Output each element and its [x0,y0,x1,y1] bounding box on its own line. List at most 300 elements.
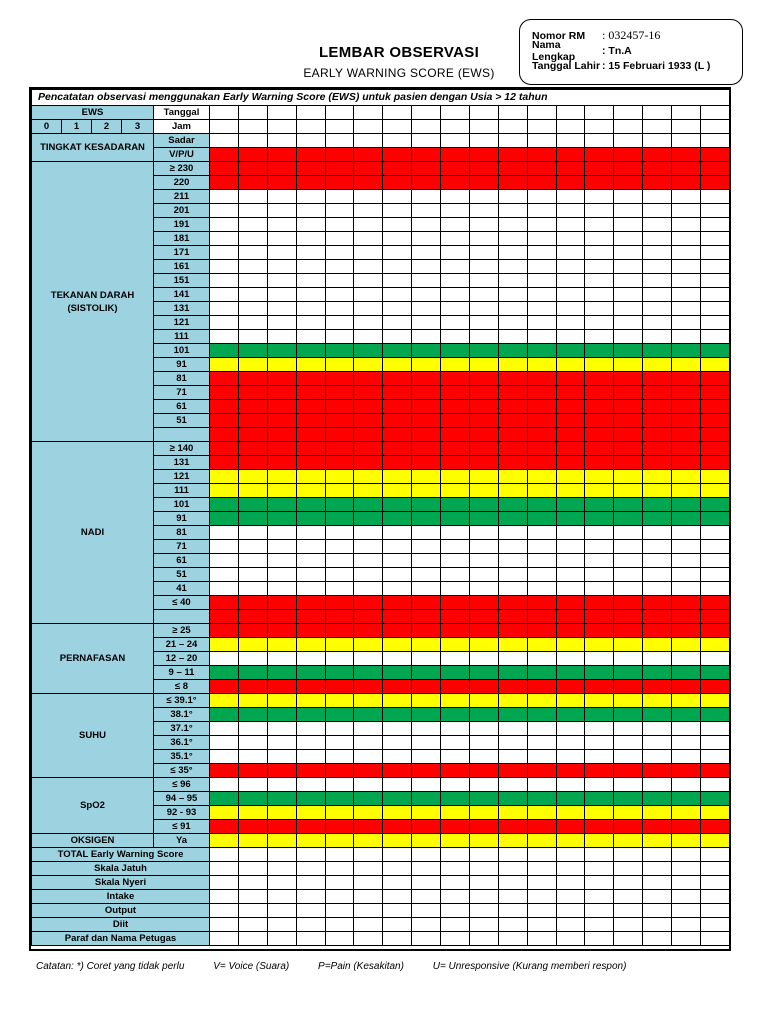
observation-cell[interactable] [585,302,614,316]
observation-cell[interactable] [585,400,614,414]
observation-cell[interactable] [527,218,556,232]
observation-cell[interactable] [441,428,470,442]
observation-cell[interactable] [354,498,383,512]
observation-cell[interactable] [643,316,672,330]
observation-cell[interactable] [614,890,643,904]
observation-cell[interactable] [469,512,498,526]
observation-cell[interactable] [296,358,325,372]
observation-cell[interactable] [585,260,614,274]
observation-cell[interactable] [267,792,296,806]
observation-cell[interactable] [325,442,354,456]
observation-cell[interactable] [412,778,441,792]
jam-cell[interactable] [469,120,498,134]
observation-cell[interactable] [556,820,585,834]
observation-cell[interactable] [238,932,267,946]
observation-cell[interactable] [469,344,498,358]
tanggal-cell[interactable] [700,106,729,120]
observation-cell[interactable] [700,302,729,316]
observation-cell[interactable] [556,386,585,400]
observation-cell[interactable] [354,260,383,274]
observation-cell[interactable] [354,596,383,610]
observation-cell[interactable] [469,316,498,330]
observation-cell[interactable] [614,134,643,148]
observation-cell[interactable] [614,652,643,666]
observation-cell[interactable] [672,456,701,470]
observation-cell[interactable] [383,834,412,848]
observation-cell[interactable] [354,582,383,596]
observation-cell[interactable] [527,246,556,260]
observation-cell[interactable] [672,232,701,246]
observation-cell[interactable] [585,568,614,582]
observation-cell[interactable] [296,554,325,568]
observation-cell[interactable] [614,176,643,190]
observation-cell[interactable] [469,288,498,302]
observation-cell[interactable] [325,498,354,512]
tanggal-cell[interactable] [296,106,325,120]
observation-cell[interactable] [700,456,729,470]
observation-cell[interactable] [441,540,470,554]
observation-cell[interactable] [643,232,672,246]
observation-cell[interactable] [700,358,729,372]
observation-cell[interactable] [296,890,325,904]
observation-cell[interactable] [267,330,296,344]
observation-cell[interactable] [469,414,498,428]
observation-cell[interactable] [238,134,267,148]
observation-cell[interactable] [527,176,556,190]
observation-cell[interactable] [527,260,556,274]
observation-cell[interactable] [498,302,527,316]
observation-cell[interactable] [267,470,296,484]
observation-cell[interactable] [441,456,470,470]
observation-cell[interactable] [585,624,614,638]
observation-cell[interactable] [238,568,267,582]
observation-cell[interactable] [441,918,470,932]
observation-cell[interactable] [700,148,729,162]
observation-cell[interactable] [527,232,556,246]
observation-cell[interactable] [498,400,527,414]
observation-cell[interactable] [585,232,614,246]
observation-cell[interactable] [267,736,296,750]
observation-cell[interactable] [441,610,470,624]
observation-cell[interactable] [643,162,672,176]
observation-cell[interactable] [700,400,729,414]
jam-cell[interactable] [672,120,701,134]
observation-cell[interactable] [585,862,614,876]
observation-cell[interactable] [267,834,296,848]
observation-cell[interactable] [672,330,701,344]
observation-cell[interactable] [672,736,701,750]
observation-cell[interactable] [700,764,729,778]
observation-cell[interactable] [210,820,239,834]
observation-cell[interactable] [527,372,556,386]
observation-cell[interactable] [672,302,701,316]
observation-cell[interactable] [469,190,498,204]
observation-cell[interactable] [412,428,441,442]
observation-cell[interactable] [354,456,383,470]
observation-cell[interactable] [672,260,701,274]
observation-cell[interactable] [238,624,267,638]
observation-cell[interactable] [383,330,412,344]
observation-cell[interactable] [325,610,354,624]
observation-cell[interactable] [643,246,672,260]
observation-cell[interactable] [672,246,701,260]
observation-cell[interactable] [238,330,267,344]
observation-cell[interactable] [700,218,729,232]
observation-cell[interactable] [672,904,701,918]
tanggal-cell[interactable] [412,106,441,120]
observation-cell[interactable] [210,596,239,610]
observation-cell[interactable] [527,414,556,428]
observation-cell[interactable] [296,638,325,652]
observation-cell[interactable] [412,806,441,820]
tanggal-cell[interactable] [614,106,643,120]
observation-cell[interactable] [498,820,527,834]
observation-cell[interactable] [527,148,556,162]
observation-cell[interactable] [238,918,267,932]
observation-cell[interactable] [527,274,556,288]
observation-cell[interactable] [672,372,701,386]
observation-cell[interactable] [238,778,267,792]
observation-cell[interactable] [614,302,643,316]
observation-cell[interactable] [498,778,527,792]
observation-cell[interactable] [556,148,585,162]
observation-cell[interactable] [469,890,498,904]
observation-cell[interactable] [296,708,325,722]
observation-cell[interactable] [210,260,239,274]
observation-cell[interactable] [700,848,729,862]
jam-cell[interactable] [325,120,354,134]
observation-cell[interactable] [643,302,672,316]
observation-cell[interactable] [556,806,585,820]
observation-cell[interactable] [412,134,441,148]
observation-cell[interactable] [498,330,527,344]
observation-cell[interactable] [296,526,325,540]
observation-cell[interactable] [527,862,556,876]
observation-cell[interactable] [585,204,614,218]
observation-cell[interactable] [469,218,498,232]
observation-cell[interactable] [643,694,672,708]
observation-cell[interactable] [354,400,383,414]
observation-cell[interactable] [614,582,643,596]
observation-cell[interactable] [556,134,585,148]
observation-cell[interactable] [527,442,556,456]
observation-cell[interactable] [527,722,556,736]
observation-cell[interactable] [643,638,672,652]
observation-cell[interactable] [325,176,354,190]
observation-cell[interactable] [354,708,383,722]
observation-cell[interactable] [238,792,267,806]
observation-cell[interactable] [700,806,729,820]
observation-cell[interactable] [267,288,296,302]
observation-cell[interactable] [210,722,239,736]
observation-cell[interactable] [585,778,614,792]
observation-cell[interactable] [700,652,729,666]
observation-cell[interactable] [383,750,412,764]
observation-cell[interactable] [325,722,354,736]
observation-cell[interactable] [614,624,643,638]
observation-cell[interactable] [238,344,267,358]
observation-cell[interactable] [441,932,470,946]
observation-cell[interactable] [469,456,498,470]
jam-cell[interactable] [210,120,239,134]
observation-cell[interactable] [296,414,325,428]
observation-cell[interactable] [412,680,441,694]
observation-cell[interactable] [527,316,556,330]
observation-cell[interactable] [527,470,556,484]
observation-cell[interactable] [267,666,296,680]
observation-cell[interactable] [672,526,701,540]
observation-cell[interactable] [643,736,672,750]
observation-cell[interactable] [585,274,614,288]
observation-cell[interactable] [614,260,643,274]
observation-cell[interactable] [469,526,498,540]
observation-cell[interactable] [614,750,643,764]
observation-cell[interactable] [325,834,354,848]
observation-cell[interactable] [412,694,441,708]
observation-cell[interactable] [383,456,412,470]
observation-cell[interactable] [383,190,412,204]
observation-cell[interactable] [469,274,498,288]
observation-cell[interactable] [700,904,729,918]
jam-cell[interactable] [354,120,383,134]
observation-cell[interactable] [585,932,614,946]
tanggal-cell[interactable] [441,106,470,120]
observation-cell[interactable] [354,386,383,400]
observation-cell[interactable] [643,190,672,204]
observation-cell[interactable] [296,862,325,876]
observation-cell[interactable] [210,708,239,722]
observation-cell[interactable] [469,400,498,414]
observation-cell[interactable] [643,652,672,666]
observation-cell[interactable] [267,596,296,610]
observation-cell[interactable] [412,512,441,526]
observation-cell[interactable] [585,722,614,736]
observation-cell[interactable] [296,834,325,848]
observation-cell[interactable] [383,778,412,792]
observation-cell[interactable] [556,582,585,596]
observation-cell[interactable] [498,932,527,946]
observation-cell[interactable] [210,162,239,176]
observation-cell[interactable] [383,218,412,232]
observation-cell[interactable] [267,610,296,624]
observation-cell[interactable] [585,890,614,904]
observation-cell[interactable] [354,218,383,232]
observation-cell[interactable] [238,610,267,624]
observation-cell[interactable] [325,302,354,316]
observation-cell[interactable] [441,792,470,806]
observation-cell[interactable] [585,876,614,890]
observation-cell[interactable] [441,470,470,484]
observation-cell[interactable] [267,638,296,652]
observation-cell[interactable] [267,456,296,470]
observation-cell[interactable] [614,792,643,806]
observation-cell[interactable] [556,246,585,260]
observation-cell[interactable] [441,148,470,162]
observation-cell[interactable] [325,806,354,820]
observation-cell[interactable] [354,190,383,204]
observation-cell[interactable] [527,932,556,946]
observation-cell[interactable] [672,498,701,512]
observation-cell[interactable] [412,386,441,400]
observation-cell[interactable] [614,666,643,680]
observation-cell[interactable] [267,176,296,190]
observation-cell[interactable] [469,876,498,890]
observation-cell[interactable] [672,680,701,694]
jam-cell[interactable] [700,120,729,134]
observation-cell[interactable] [585,358,614,372]
observation-cell[interactable] [556,372,585,386]
observation-cell[interactable] [412,358,441,372]
observation-cell[interactable] [614,246,643,260]
observation-cell[interactable] [556,876,585,890]
observation-cell[interactable] [469,848,498,862]
observation-cell[interactable] [441,736,470,750]
observation-cell[interactable] [325,876,354,890]
observation-cell[interactable] [672,414,701,428]
observation-cell[interactable] [412,932,441,946]
observation-cell[interactable] [296,498,325,512]
observation-cell[interactable] [469,862,498,876]
observation-cell[interactable] [614,764,643,778]
observation-cell[interactable] [325,526,354,540]
observation-cell[interactable] [296,764,325,778]
observation-cell[interactable] [325,666,354,680]
observation-cell[interactable] [383,554,412,568]
observation-cell[interactable] [210,540,239,554]
observation-cell[interactable] [469,498,498,512]
observation-cell[interactable] [441,722,470,736]
observation-cell[interactable] [672,652,701,666]
observation-cell[interactable] [325,582,354,596]
observation-cell[interactable] [672,834,701,848]
observation-cell[interactable] [672,820,701,834]
observation-cell[interactable] [672,274,701,288]
observation-cell[interactable] [643,708,672,722]
observation-cell[interactable] [267,526,296,540]
observation-cell[interactable] [441,554,470,568]
observation-cell[interactable] [412,750,441,764]
observation-cell[interactable] [556,736,585,750]
observation-cell[interactable] [354,680,383,694]
observation-cell[interactable] [296,736,325,750]
observation-cell[interactable] [267,204,296,218]
observation-cell[interactable] [556,456,585,470]
observation-cell[interactable] [643,512,672,526]
observation-cell[interactable] [441,176,470,190]
observation-cell[interactable] [585,526,614,540]
observation-cell[interactable] [267,344,296,358]
observation-cell[interactable] [325,848,354,862]
tanggal-cell[interactable] [498,106,527,120]
observation-cell[interactable] [238,260,267,274]
observation-cell[interactable] [469,372,498,386]
observation-cell[interactable] [238,638,267,652]
observation-cell[interactable] [383,162,412,176]
observation-cell[interactable] [325,736,354,750]
observation-cell[interactable] [672,694,701,708]
observation-cell[interactable] [585,596,614,610]
observation-cell[interactable] [614,694,643,708]
observation-cell[interactable] [210,848,239,862]
observation-cell[interactable] [325,638,354,652]
observation-cell[interactable] [210,750,239,764]
observation-cell[interactable] [210,610,239,624]
observation-cell[interactable] [325,204,354,218]
observation-cell[interactable] [556,624,585,638]
observation-cell[interactable] [354,358,383,372]
observation-cell[interactable] [672,764,701,778]
observation-cell[interactable] [412,260,441,274]
observation-cell[interactable] [325,358,354,372]
observation-cell[interactable] [643,218,672,232]
observation-cell[interactable] [210,806,239,820]
observation-cell[interactable] [498,596,527,610]
observation-cell[interactable] [383,442,412,456]
observation-cell[interactable] [469,820,498,834]
observation-cell[interactable] [296,330,325,344]
observation-cell[interactable] [325,694,354,708]
observation-cell[interactable] [325,428,354,442]
observation-cell[interactable] [527,386,556,400]
observation-cell[interactable] [614,330,643,344]
observation-cell[interactable] [296,344,325,358]
observation-cell[interactable] [296,260,325,274]
observation-cell[interactable] [412,862,441,876]
observation-cell[interactable] [556,204,585,218]
observation-cell[interactable] [296,204,325,218]
observation-cell[interactable] [238,736,267,750]
observation-cell[interactable] [614,400,643,414]
observation-cell[interactable] [238,232,267,246]
observation-cell[interactable] [267,680,296,694]
observation-cell[interactable] [383,204,412,218]
observation-cell[interactable] [267,386,296,400]
observation-cell[interactable] [383,400,412,414]
observation-cell[interactable] [498,848,527,862]
observation-cell[interactable] [527,806,556,820]
observation-cell[interactable] [238,218,267,232]
observation-cell[interactable] [210,736,239,750]
observation-cell[interactable] [556,596,585,610]
observation-cell[interactable] [441,848,470,862]
observation-cell[interactable] [527,134,556,148]
observation-cell[interactable] [238,316,267,330]
observation-cell[interactable] [556,400,585,414]
observation-cell[interactable] [412,666,441,680]
observation-cell[interactable] [585,414,614,428]
observation-cell[interactable] [643,428,672,442]
observation-cell[interactable] [354,862,383,876]
observation-cell[interactable] [469,428,498,442]
observation-cell[interactable] [412,834,441,848]
observation-cell[interactable] [354,470,383,484]
observation-cell[interactable] [614,722,643,736]
observation-cell[interactable] [643,456,672,470]
observation-cell[interactable] [469,904,498,918]
observation-cell[interactable] [383,274,412,288]
observation-cell[interactable] [498,624,527,638]
observation-cell[interactable] [585,386,614,400]
observation-cell[interactable] [238,372,267,386]
tanggal-cell[interactable] [527,106,556,120]
observation-cell[interactable] [412,890,441,904]
observation-cell[interactable] [354,764,383,778]
observation-cell[interactable] [296,288,325,302]
observation-cell[interactable] [672,876,701,890]
observation-cell[interactable] [700,582,729,596]
observation-cell[interactable] [700,834,729,848]
observation-cell[interactable] [296,134,325,148]
